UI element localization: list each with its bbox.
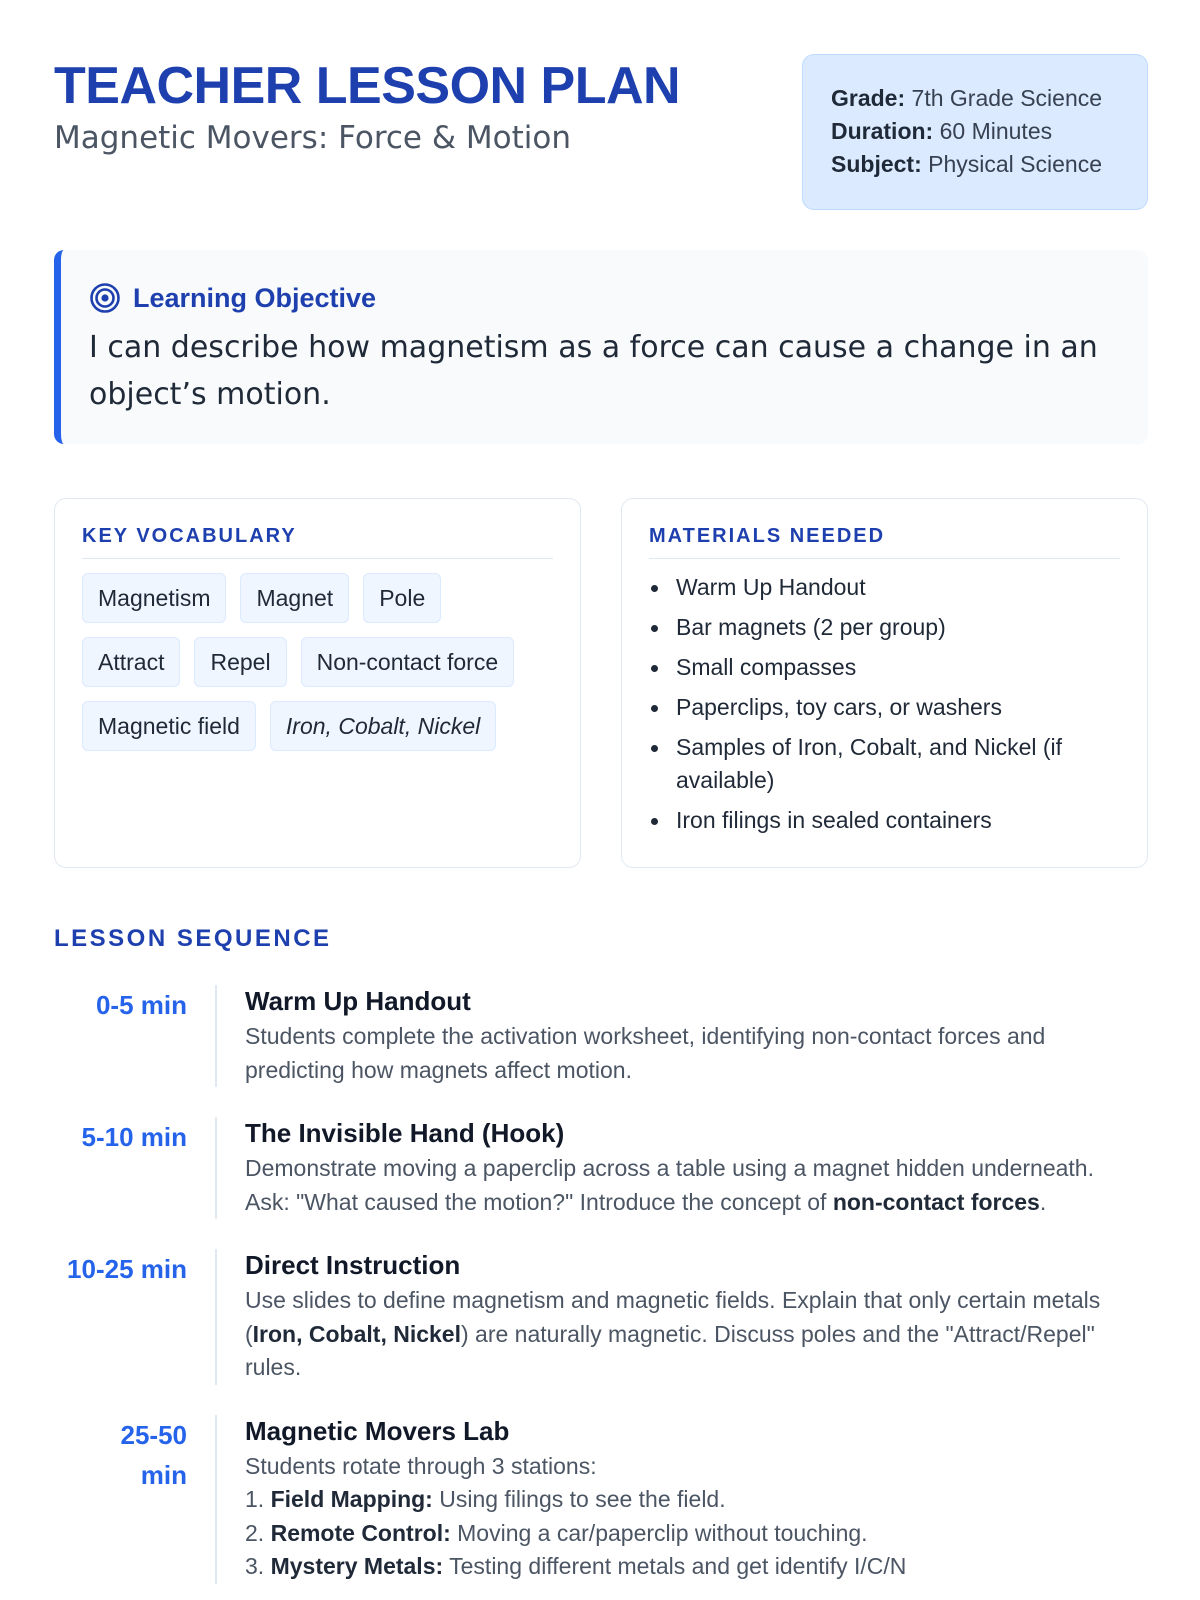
step-text: Use slides to define magnetism and magnetic fields. Explain that only certain metals (	[245, 1287, 1101, 1347]
list-item: Samples of Iron, Cobalt, and Nickel (if available)	[649, 731, 1120, 797]
step-title: Direct Instruction	[245, 1250, 461, 1280]
materials-card	[621, 498, 1148, 868]
station-line	[245, 1483, 1128, 1517]
list-item: Warm Up Handout	[649, 571, 1120, 604]
step-text: .	[1039, 1188, 1047, 1215]
station-name: Mystery Metals:	[270, 1553, 444, 1579]
materials-title: MATERIALS NEEDED	[649, 525, 1120, 559]
step-title: The Invisible Hand (Hook)	[245, 1118, 565, 1148]
step-text: ) are naturally magnetic. Discuss poles and the "Attract/Repel" rules.	[245, 1320, 1095, 1380]
vocab-tag: Non-contact force	[301, 637, 515, 687]
subject-value: Physical Science	[928, 151, 1102, 177]
vocab-tag: Pole	[363, 573, 441, 623]
step-time: 0-5 min	[95, 990, 187, 1020]
station-line	[245, 1517, 1128, 1551]
step-text: Students complete the activation worksheet, identifying non-contact forces and predicting how magnets affect motion.	[245, 1023, 1046, 1083]
materials-list	[649, 571, 1120, 837]
subject-line	[831, 148, 1147, 181]
learning-objective-box	[54, 250, 1148, 444]
lesson-header	[54, 52, 1148, 212]
target-icon	[89, 282, 121, 314]
vocab-tag: Attract	[82, 637, 180, 687]
station-number: 3.	[245, 1553, 265, 1579]
grade-line	[831, 82, 1147, 115]
vocabulary-title: KEY VOCABULARY	[82, 525, 553, 559]
lesson-subtitle: Magnetic Movers: Force & Motion	[54, 120, 571, 156]
station-number: 2.	[245, 1519, 265, 1546]
step-text: Demonstrate moving a paperclip across a table using a magnet hidden underneath. Ask: "What caused the motion?" Introduce the concept of	[245, 1155, 1094, 1215]
lesson-sequence	[54, 985, 1148, 1600]
station-name: Field Mapping:	[270, 1486, 433, 1512]
duration-label: Duration:	[831, 118, 934, 144]
step-description	[245, 1284, 1128, 1385]
list-item: Iron filings in sealed containers	[649, 804, 1120, 837]
duration-line	[831, 115, 1147, 148]
duration-value: 60 Minutes	[939, 118, 1053, 144]
vocab-tag: Magnetic field	[82, 701, 256, 751]
objective-title: Learning Objective	[133, 282, 377, 313]
vocab-tag: Repel	[194, 637, 286, 687]
list-item: Small compasses	[649, 651, 1120, 684]
lesson-meta-box	[802, 54, 1148, 210]
sequence-step	[54, 1415, 1148, 1584]
sequence-step	[54, 1117, 1148, 1219]
step-text: Students rotate through 3 stations:	[245, 1452, 597, 1479]
sequence-step	[54, 985, 1148, 1087]
station-text: Moving a car/paperclip without touching.	[457, 1519, 868, 1546]
objective-heading	[89, 276, 1118, 320]
step-body	[215, 1117, 1148, 1219]
step-description	[245, 1152, 1128, 1219]
station-number: 1.	[245, 1486, 265, 1512]
subject-label: Subject:	[831, 151, 922, 177]
station-text: Testing different metals and get identify I/C/N	[449, 1553, 907, 1579]
vocab-tag: Magnet	[240, 573, 349, 623]
step-time: 5-10 min	[81, 1122, 187, 1152]
sequence-title: LESSON SEQUENCE	[54, 925, 332, 952]
station-text: Using filings to see the field.	[439, 1486, 726, 1512]
station-name: Remote Control:	[270, 1519, 451, 1546]
vocabulary-tags	[82, 573, 553, 751]
station-line	[245, 1550, 1128, 1584]
step-description	[245, 1450, 1128, 1484]
step-body	[215, 1415, 1148, 1584]
objective-text: I can describe how magnetism as a force can cause a change in an object’s motion.	[89, 330, 1098, 412]
list-item: Paperclips, toy cars, or washers	[649, 691, 1120, 724]
step-time: 25-50 min	[120, 1419, 187, 1490]
step-description	[245, 1020, 1128, 1087]
list-item: Bar magnets (2 per group)	[649, 611, 1120, 644]
grade-label: Grade:	[831, 85, 906, 111]
step-time: 10-25 min	[67, 1254, 187, 1284]
step-body	[215, 985, 1148, 1087]
step-body	[215, 1249, 1148, 1385]
vocab-tag: Magnetism	[82, 573, 226, 623]
step-bold-text: non-contact forces	[832, 1188, 1040, 1215]
step-title: Magnetic Movers Lab	[245, 1415, 510, 1446]
vocabulary-card	[54, 498, 581, 868]
vocab-tag: Iron, Cobalt, Nickel	[270, 701, 496, 751]
sequence-step	[54, 1249, 1148, 1385]
grade-value: 7th Grade Science	[911, 85, 1103, 111]
page-title: TEACHER LESSON PLAN	[54, 57, 681, 115]
step-title: Warm Up Handout	[245, 986, 471, 1016]
step-bold-text: Iron, Cobalt, Nickel	[252, 1320, 461, 1347]
